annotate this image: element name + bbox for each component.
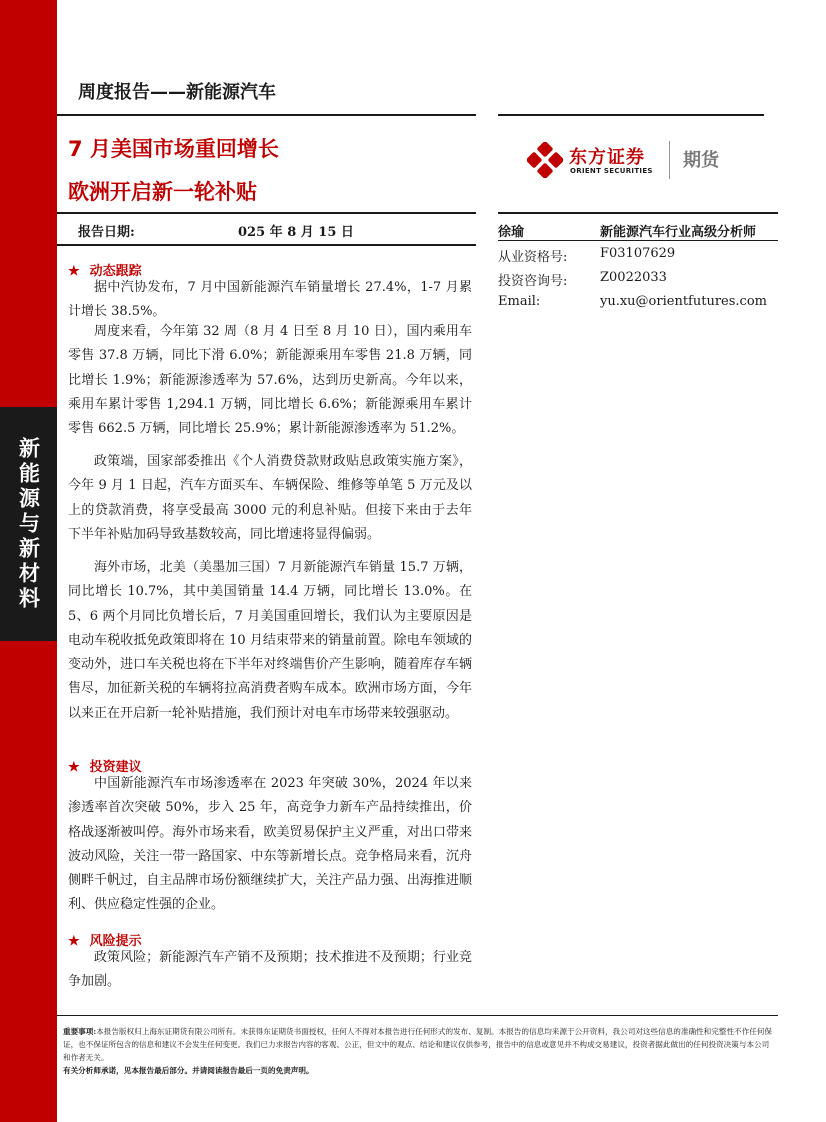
report-date-label: 报告日期: xyxy=(78,225,135,240)
disclaimer xyxy=(63,1025,776,1064)
dynamics-paragraph-3: 政策端，国家部委推出《个人消费贷款财政贴息政策实施方案》，今年 9 月 1 日起，汽车方面买车、车辆保险、维修等单笔 5 万元及以上的贷款消费，将享受最高 3000 元的利息补贴。但接下来由于去年下半年补贴加码导致基数较高，同比增速将显得偏弱。 xyxy=(68,454,472,542)
logo-division: 期货 xyxy=(683,150,719,171)
star-icon: ★ xyxy=(68,264,80,279)
dynamics-paragraph-4: 海外市场，北美（美墨加三国）7 月新能源汽车销量 15.7 万辆，同比增长 10.7%，其中美国销量 14.4 万辆，同比增长 13.0%。在 5、6 两个月同比负增长后，7 月美国重回增长，我们认为主要原因是电动车税收抵免政策即将在 10 月结束带来的销量前置。除电车领域的变动外，进口车关税也将在下半年对终端售价产生影响，随着库存车辆售尽，加征新关税的车辆将拉高消费者购车成本。欧洲市场方面，今年以来正在开启新一轮补贴措施，我们预计对电车市场带来较强驱动。 xyxy=(68,560,472,721)
report-type: 周度报告——新能源汽车 xyxy=(78,82,276,103)
analyst-commitment-note: 有关分析师承诺，见本报告最后部分。并请阅读报告最后一页的免责声明。 xyxy=(63,1066,314,1075)
orient-logo-icon xyxy=(527,142,563,178)
section-dynamics-title: 动态跟踪 xyxy=(89,264,142,279)
disclaimer-label: 重要事项: xyxy=(63,1027,97,1036)
report-title-line1: 7 月美国市场重回增长 xyxy=(68,137,279,161)
analyst-email-value[interactable]: yu.xu@orientfutures.com xyxy=(600,294,767,309)
header-rule-right xyxy=(498,114,764,116)
logo-company-name: 东方证券 xyxy=(569,147,645,168)
section-risk-title: 风险提示 xyxy=(89,934,142,949)
footer-rule xyxy=(57,1015,778,1016)
risk-paragraph: 政策风险；新能源汽车产销不及预期；技术推进不及预期；行业竞争加剧。 xyxy=(68,950,472,990)
logo-company-english: ORIENT SECURITIES xyxy=(570,167,653,175)
section-investment-title: 投资建议 xyxy=(89,760,142,775)
report-title-line2: 欧洲开启新一轮补贴 xyxy=(68,180,257,204)
analyst-rule-top xyxy=(498,212,778,214)
logo-divider xyxy=(669,141,670,179)
sidebar-category-label: 新能源与新材料 xyxy=(16,436,41,612)
date-rule-bottom xyxy=(57,244,476,246)
investment-paragraph: 中国新能源汽车市场渗透率在 2023 年突破 30%，2024 年以来渗透率首次突破 50%，步入 25 年，高竞争力新车产品持续推出，价格战逐渐被叫停。海外市场来看，欧美贸易保护主义严重，对出口带来波动风险，关注一带一路国家、中东等新增长点。竞争格局来看，沉舟侧畔千帆过，自主品牌市场份额继续扩大，关注产品力强、出海推进顺利、供应稳定性强的企业。 xyxy=(68,776,472,913)
analyst-email-label: Email: xyxy=(498,294,541,309)
header-rule-left xyxy=(57,114,476,116)
disclaimer-text: 本报告版权归上海东证期货有限公司所有。未获得东证期货书面授权，任何人不得对本报告进行任何形式的发布、复制。本报告的信息均来源于公开资料，我公司对这些信息的准确性和完整性不作任何保证，也不保证所包含的信息和建议不会发生任何变更。我们已力求报告内容的客观、公正，但文中的观点、结论和建议仅供参考，报告中的信息或意见并不构成交易建议，投资者据此做出的任何投资决策与本公司和作者无关。 xyxy=(63,1027,773,1062)
dynamics-paragraph-2: 周度来看，今年第 32 周（8 月 4 日至 8 月 10 日），国内乘用车零售 37.8 万辆，同比下滑 6.0%；新能源乘用车零售 21.8 万辆，同比增长 1.9%；新能源渗透率为 57.6%，达到历史新高。今年以来，乘用车累计零售 1,294.1 万辆，同比增长 6.6%；新能源乘用车累计零售 662.5 万辆，同比增长 25.9%；累计新能源渗透率为 51.2%。 xyxy=(68,324,472,437)
date-rule-top xyxy=(57,212,476,214)
sidebar-category-block xyxy=(0,407,57,641)
star-icon: ★ xyxy=(68,934,80,949)
analyst-role: 新能源汽车行业高级分析师 xyxy=(600,225,757,240)
analyst-license-label: 从业资格号: xyxy=(498,250,568,265)
analyst-consult-label: 投资咨询号: xyxy=(498,274,568,289)
analyst-consult-value: Z0022033 xyxy=(600,270,667,285)
dynamics-paragraph-1: 据中汽协发布，7 月中国新能源汽车销量增长 27.4%，1-7 月累计增长 38.5%。 xyxy=(68,280,472,320)
company-logo xyxy=(527,139,737,181)
analyst-license-value: F03107629 xyxy=(600,246,676,261)
star-icon: ★ xyxy=(68,760,80,775)
analyst-rule-mid xyxy=(498,240,778,241)
analyst-name: 徐瑜 xyxy=(498,225,525,240)
report-date-value: 025 年 8 月 15 日 xyxy=(238,225,354,240)
